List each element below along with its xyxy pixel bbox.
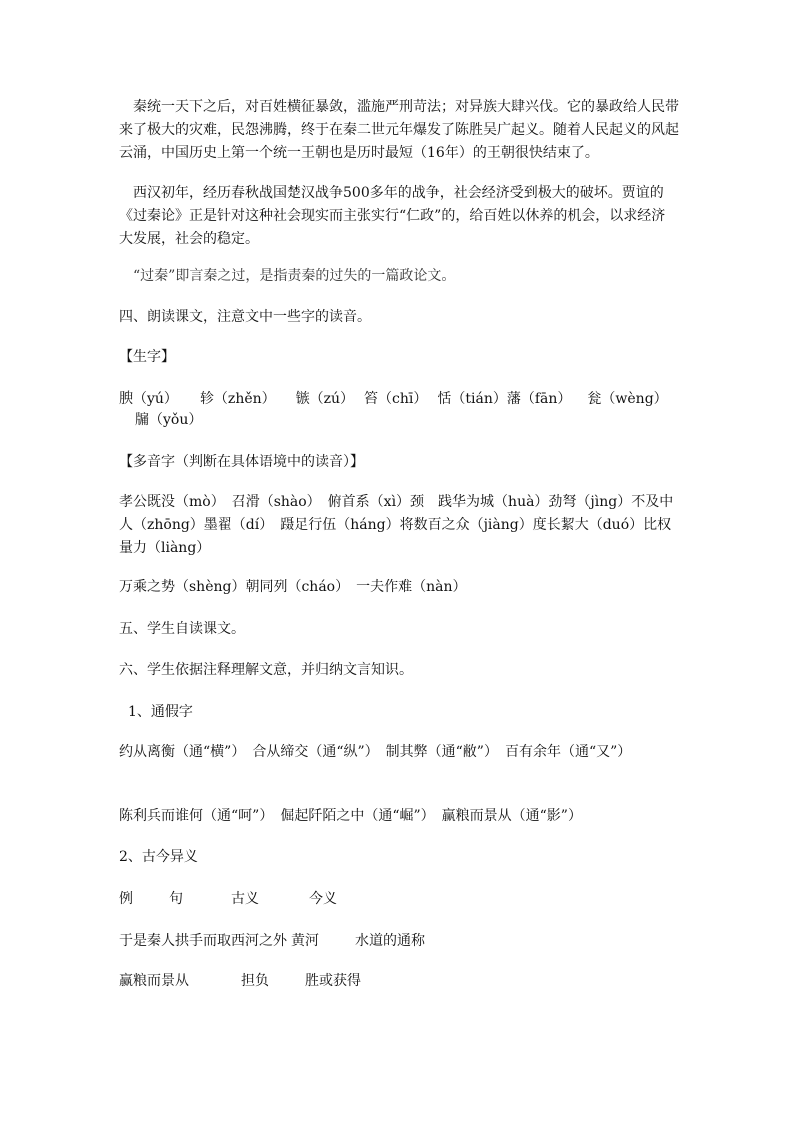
table-cell: 黄河 bbox=[291, 933, 319, 949]
gujin-table-header bbox=[119, 888, 679, 911]
shengzi-item: 镞（zú） bbox=[295, 391, 355, 407]
table-cell: 水道的通称 bbox=[355, 933, 425, 949]
table-cell: 赢粮而景从 bbox=[119, 973, 189, 989]
shengzi-list bbox=[119, 389, 679, 431]
intro-paragraph-1: 秦统一天下之后，对百姓横征暴敛，滥施严刑苛法；对异族大肆兴伐。它的暴政给人民带来了极大的灾难，民怨沸腾，终于在秦二世元年爆发了陈胜吴广起义。随着人民起义的风起云涌，中国历史上第一个统一王朝也是历时最短（16年）的王朝很快结束了。 bbox=[119, 99, 679, 161]
table-cell: 担负 bbox=[241, 973, 269, 989]
intro-paragraph-2: 西汉初年，经历春秋战国楚汉战争500多年的战争，社会经济受到极大的破坏。贾谊的《过秦论》正是针对这种社会现实而主张实行“仁政”的，给百姓以休养的机会，以求经济大发展，社会的稳定。 bbox=[119, 185, 666, 247]
shengzi-item: 牖（yǒu） bbox=[135, 412, 203, 428]
section-5-title: 五、学生自读课文。 bbox=[119, 621, 245, 637]
table-header-cell: 句 bbox=[169, 891, 183, 907]
shengzi-item: 笞（chī） bbox=[364, 391, 428, 407]
table-cell: 胜或获得 bbox=[305, 973, 361, 989]
shengzi-item: 瓮（wèng） bbox=[587, 391, 668, 407]
section-4-title: 四、朗读课文，注意文中一些字的读音。 bbox=[119, 309, 371, 325]
intro-paragraph-3: “过秦”即言秦之过，是指责秦的过失的一篇政论文。 bbox=[133, 268, 456, 284]
shengzi-header: 【生字】 bbox=[119, 349, 175, 365]
gujin-row-2 bbox=[119, 970, 679, 993]
duoyin-list-2: 万乘之势（shèng）朝同列（cháo） 一夫作难（nàn） bbox=[119, 579, 467, 595]
duoyin-list-1: 孝公既没（mò） 召滑（shào） 俯首系（xì）颈 践华为城（huà）劲弩（jìng）不及中人（zhōng）墨翟（dí） 蹑足行伍（háng）将数百之众（jiàng）度长絜大（duó）比权量力（liàng） bbox=[119, 494, 674, 556]
shengzi-item: 藩（fān） bbox=[506, 391, 572, 407]
tongjia-line-2: 陈利兵而谁何（通“呵”） 倔起阡陌之中（通“崛”） 赢粮而景从（通“影”） bbox=[119, 808, 582, 824]
table-cell: 于是秦人拱手而取西河之外 bbox=[119, 933, 287, 949]
table-header-cell: 古义 bbox=[231, 891, 259, 907]
duoyin-header: 【多音字（判断在具体语境中的读音）】 bbox=[119, 454, 364, 470]
tongjia-line-1: 约从离衡（通“横”） 合从缔交（通“纵”） 制其弊（通“敝”） 百有余年（通“又”） bbox=[119, 744, 632, 760]
tongjia-subtitle: 1、通假字 bbox=[128, 704, 193, 720]
section-6-title: 六、学生依据注释理解文意，并归纳文言知识。 bbox=[119, 662, 413, 678]
shengzi-item: 恬（tián） bbox=[437, 391, 507, 407]
shengzi-item: 轸（zhěn） bbox=[199, 391, 276, 407]
gujin-subtitle: 2、古今异义 bbox=[119, 849, 198, 865]
gujin-row-1 bbox=[119, 930, 679, 953]
table-header-cell: 例 bbox=[119, 891, 133, 907]
table-header-cell: 今义 bbox=[309, 891, 337, 907]
shengzi-item: 腴（yú） bbox=[119, 391, 178, 407]
